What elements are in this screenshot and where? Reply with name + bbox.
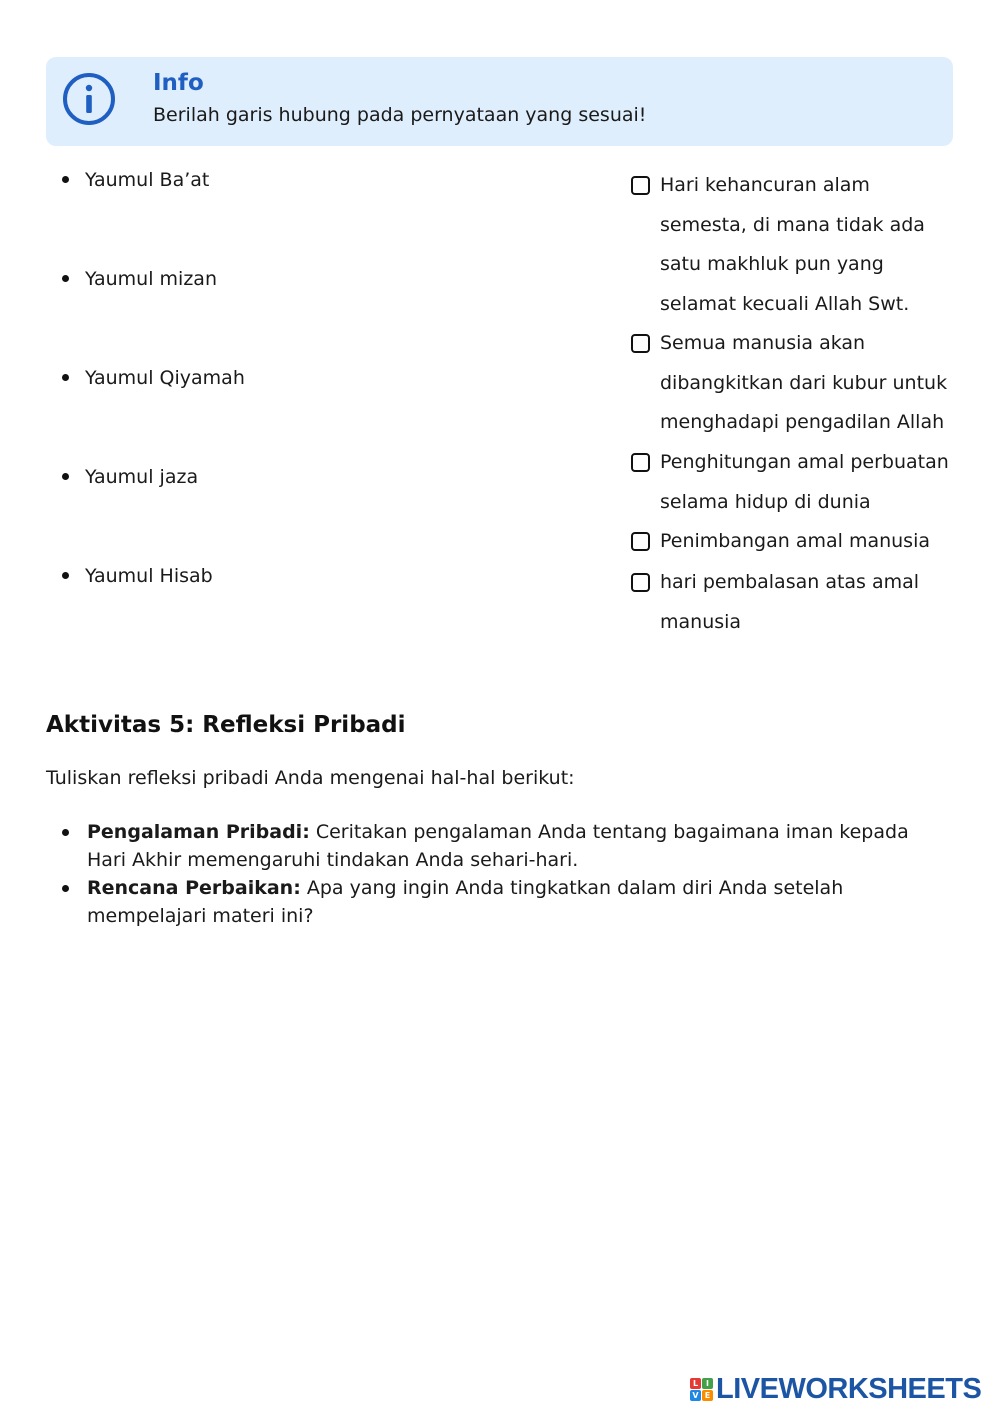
left-item-label: Yaumul Hisab: [85, 565, 213, 587]
match-text-line: selamat kecuali Allah Swt.: [660, 292, 910, 315]
match-item[interactable]: [631, 443, 951, 522]
item-text: Apa yang ingin Anda tingkatkan dalam diri Anda setelah mempelajari materi ini?: [87, 877, 844, 927]
logo-mark-letter: E: [702, 1390, 713, 1401]
match-text-line: menghadapi pengadilan Allah: [660, 411, 945, 433]
match-text-line: Penimbangan amal manusia: [660, 530, 930, 552]
left-item-label: Yaumul jaza: [85, 466, 199, 488]
item-label: Rencana Perbaikan:: [87, 877, 301, 899]
info-title: Info: [153, 70, 204, 96]
bullet-icon: [62, 176, 69, 183]
match-checkbox[interactable]: [631, 176, 650, 195]
section-intro: Tuliskan refleksi pribadi Anda mengenai hal-hal berikut:: [46, 767, 575, 789]
match-text-line: hari pembalasan atas amal: [660, 571, 920, 593]
match-item[interactable]: [631, 563, 951, 642]
match-text-line: Penghitungan amal perbuatan: [660, 451, 949, 473]
match-checkbox[interactable]: [631, 453, 650, 472]
match-item[interactable]: [631, 522, 951, 562]
bullet-icon: [62, 572, 69, 579]
bullet-icon: [62, 829, 69, 836]
bullet-icon: [62, 473, 69, 480]
match-text-line: satu makhluk pun yang: [660, 253, 884, 275]
item-text: Ceritakan pengalaman Anda tentang bagaimana iman kepada Hari Akhir memengaruhi tindakan Anda sehari-hari.: [87, 821, 909, 871]
match-item[interactable]: [631, 324, 951, 443]
match-checkbox[interactable]: [631, 573, 650, 592]
bullet-icon: [62, 885, 69, 892]
liveworksheets-logo: [690, 1373, 981, 1405]
left-item[interactable]: [62, 167, 209, 193]
left-item[interactable]: [62, 266, 217, 292]
left-item[interactable]: [62, 563, 213, 589]
match-text-line: semesta, di mana tidak ada: [660, 213, 925, 236]
left-item[interactable]: [62, 464, 198, 490]
list-item: [62, 874, 952, 930]
reflection-list: [62, 818, 952, 930]
section-title: Aktivitas 5: Refleksi Pribadi: [46, 712, 406, 738]
logo-mark-letter: L: [690, 1378, 701, 1389]
match-text-line: Semua manusia akan: [660, 332, 866, 354]
logo-mark-icon: [690, 1378, 713, 1401]
match-text-line: selama hidup di dunia: [660, 490, 871, 513]
bullet-icon: [62, 275, 69, 282]
item-label: Pengalaman Pribadi:: [87, 821, 310, 843]
match-text-line: manusia: [660, 610, 742, 633]
left-item[interactable]: [62, 365, 245, 391]
bullet-icon: [62, 374, 69, 381]
logo-mark-letter: V: [690, 1390, 701, 1401]
info-icon: [63, 73, 115, 125]
left-item-label: Yaumul Qiyamah: [85, 367, 245, 389]
info-box: [46, 57, 953, 146]
match-item[interactable]: [631, 166, 951, 324]
match-text-line: dibangkitkan dari kubur untuk: [660, 371, 948, 394]
logo-mark-letter: I: [702, 1378, 713, 1389]
match-text-line: Hari kehancuran alam: [660, 174, 870, 196]
match-checkbox[interactable]: [631, 334, 650, 353]
list-item: [62, 818, 952, 874]
left-item-label: Yaumul mizan: [85, 268, 217, 290]
logo-text: LIVEWORKSHEETS: [716, 1372, 982, 1405]
match-checkbox[interactable]: [631, 532, 650, 551]
left-item-label: Yaumul Ba’at: [85, 169, 210, 191]
info-instruction: Berilah garis hubung pada pernyataan yang sesuai!: [153, 104, 647, 126]
